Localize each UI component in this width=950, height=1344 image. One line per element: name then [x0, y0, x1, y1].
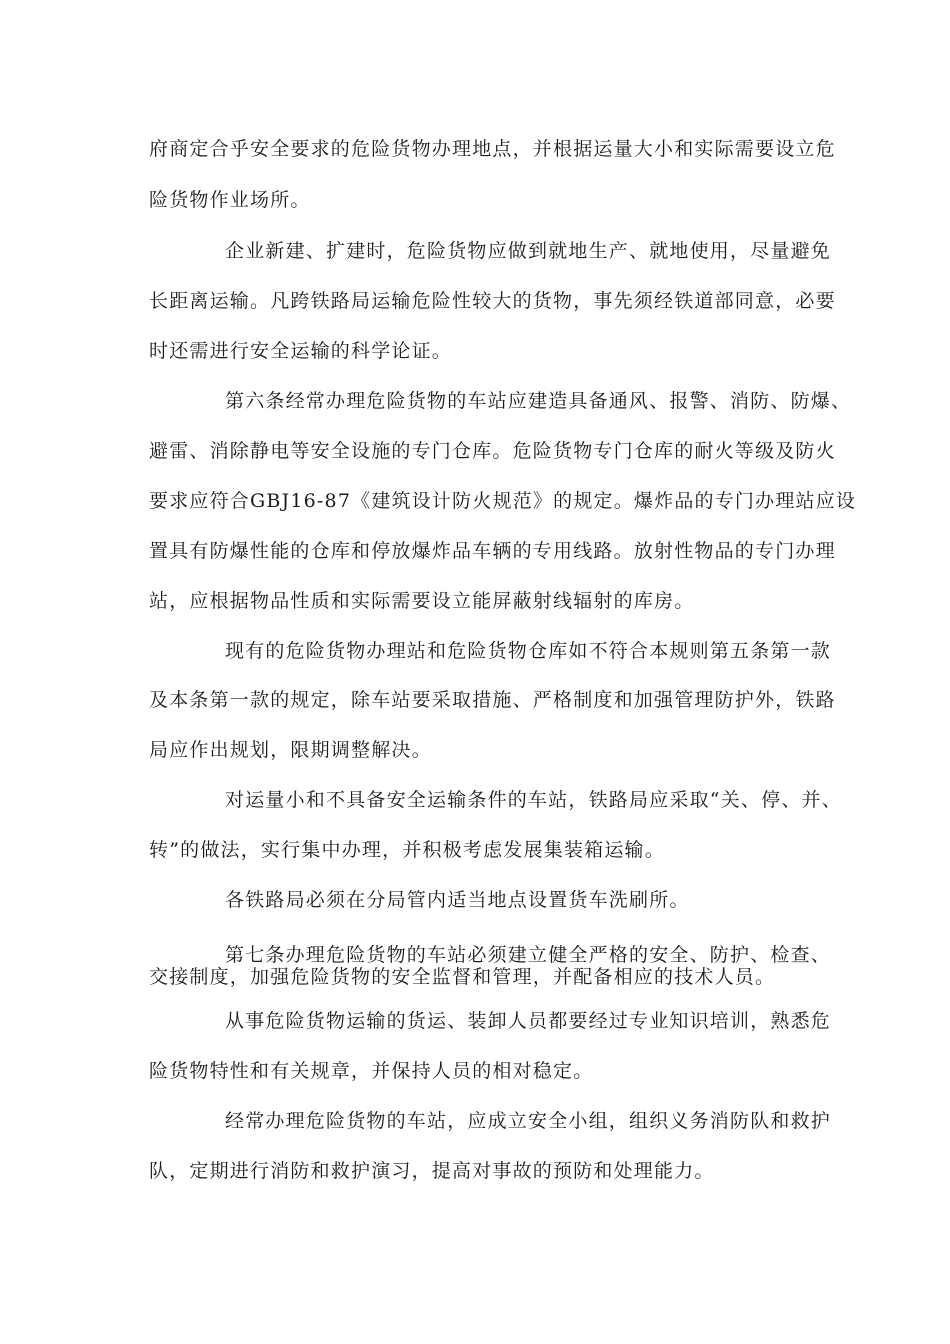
- text-line-3: 企业新建、扩建时，危险货物应做到就地生产、就地使用，尽量避免: [225, 240, 832, 262]
- text-line-22: 队，定期进行消防和救护演习，提高对事故的预防和处理能力。: [149, 1160, 715, 1182]
- text-line-18: 交接制度，加强危险货物的安全监督和管理，并配备相应的技术人员。: [149, 966, 776, 988]
- text-line-21: 经常办理危险货物的车站，应成立安全小组，组织义务消防队和救护: [225, 1110, 832, 1132]
- text-line-13: 局应作出规划，限期调整解决。: [149, 739, 432, 761]
- text-line-2: 险货物作业场所。: [149, 189, 311, 211]
- text-line-4: 长距离运输。凡跨铁路局运输危险性较大的货物，事先须经铁道部同意，必要: [149, 290, 836, 312]
- text-line-11: 现有的危险货物办理站和危险货物仓库如不符合本规则第五条第一款: [225, 640, 832, 662]
- text-line-17: 第七条办理危险货物的车站必须建立健全严格的安全、防护、检查、: [225, 944, 832, 966]
- text-line-16: 各铁路局必须在分局管内适当地点设置货车洗刷所。: [225, 889, 690, 911]
- text-line-7: 避雷、消除静电等安全设施的专门仓库。危险货物专门仓库的耐火等级及防火: [149, 440, 836, 462]
- text-line-5: 时还需进行安全运输的科学论证。: [149, 340, 453, 362]
- text-line-19: 从事危险货物运输的货运、装卸人员都要经过专业知识培训，熟悉危: [225, 1010, 832, 1032]
- text-line-15: 转”的做法，实行集中办理，并积极考虑发展集装箱运输。: [149, 839, 665, 861]
- text-line-1: 府商定合乎安全要求的危险货物办理地点，并根据运量大小和实际需要设立危: [149, 138, 836, 160]
- text-line-20: 险货物特性和有关规章，并保持人员的相对稳定。: [149, 1060, 594, 1082]
- text-line-14: 对运量小和不具备安全运输条件的车站，铁路局应采取“关、停、并、: [225, 789, 842, 811]
- text-line-12: 及本条第一款的规定，除车站要采取措施、严格制度和加强管理防护外，铁路: [149, 689, 836, 711]
- text-line-9: 置具有防爆性能的仓库和停放爆炸品车辆的专用线路。放射性物品的专门办理: [149, 540, 836, 562]
- text-line-8: 要求应符合GBJ16-87《建筑设计防火规范》的规定。爆炸品的专门办理站应设: [149, 490, 857, 512]
- text-line-10: 站，应根据物品性质和实际需要设立能屏蔽射线辐射的库房。: [149, 590, 695, 612]
- text-line-6: 第六条经常办理危险货物的车站应建造具备通风、报警、消防、防爆、: [225, 390, 852, 412]
